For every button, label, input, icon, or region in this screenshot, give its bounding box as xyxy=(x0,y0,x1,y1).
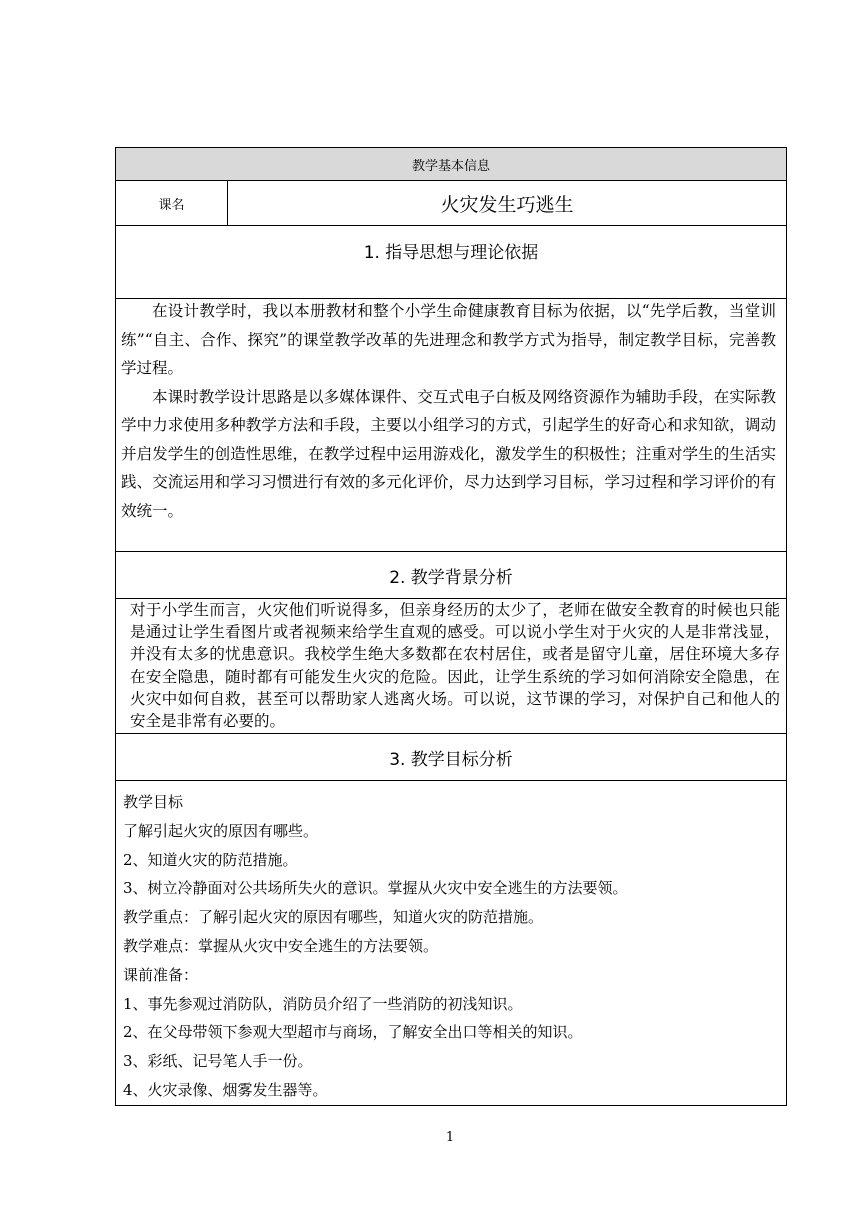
section-1-heading xyxy=(116,226,787,299)
section-1-heading-text: 1. 指导思想与理论依据 xyxy=(363,243,539,263)
key-point-line: 教学重点：了解引起火灾的原因有哪些，知道火灾的防范措施。 xyxy=(123,908,544,927)
lesson-info-table xyxy=(115,147,787,1106)
page-number: 1 xyxy=(445,1130,455,1145)
course-name-label: 课名 xyxy=(116,181,228,226)
objective-line: 了解引起火灾的原因有哪些。 xyxy=(123,821,319,840)
objective-line: 2、知道火灾的防范措施。 xyxy=(123,850,298,869)
objective-line: 3、树立冷静面对公共场所失火的意识。掌握从火灾中安全逃生的方法要领。 xyxy=(123,879,628,898)
section-3-body xyxy=(116,781,787,1106)
section-2-paragraph: 对于小学生而言，火灾他们听说得多，但亲身经历的太少了，老师在做安全教育的时候也只能是通过让学生看图片或者视频来给学生直观的感受。可以说小学生对于火灾的人是非常浅显，并没有太多的忧患意识。我校学生绝大多数都在农村居住，或者是留守儿童，居住环境大多存在安全隐患，随时都有可能发生火灾的危险。因此，让学生系统的学习如何消除安全隐患，在火灾中如何自救，甚至可以帮助家人逃离火场。可以说，这节课的学习，对保护自己和他人的安全是非常有必要的。 xyxy=(130,601,781,731)
preparation-line: 4、火灾录像、烟雾发生器等。 xyxy=(123,1080,328,1099)
section-3-heading: 3. 教学目标分析 xyxy=(116,734,787,781)
basic-info-header: 教学基本信息 xyxy=(116,148,787,181)
preparation-line: 2、在父母带领下参观大型超市与商场，了解安全出口等相关的知识。 xyxy=(123,1023,583,1042)
preparation-line: 3、彩纸、记号笔人手一份。 xyxy=(123,1052,313,1071)
section-1-paragraph: 在设计教学时，我以本册教材和整个小学生命健康教育目标为依据，以“先学后教，当堂训练”“自主、合作、探究”的课堂教学改革的先进理念和教学方式为指导，制定教学目标，完善教学过程。 xyxy=(121,302,777,377)
objective-line: 教学目标 xyxy=(123,793,184,811)
section-1-paragraph: 本课时教学设计思路是以多媒体课件、交互式电子白板及网络资源作为辅助手段，在实际教学中力求使用多种教学方法和手段，主要以小组学习的方式，引起学生的好奇心和求知欲，调动并启发学生的创造性思维，在教学过程中运用游戏化，激发学生的积极性；注重对学生的生活实践、交流运用和学习习惯进行有效的多元化评价，尽力达到学习目标，学习过程和学习评价的有效统一。 xyxy=(121,387,777,520)
section-2-heading: 2. 教学背景分析 xyxy=(116,552,787,599)
section-1-body xyxy=(116,299,787,552)
section-2-body xyxy=(116,599,787,734)
difficulty-line: 教学难点：掌握从火灾中安全逃生的方法要领。 xyxy=(123,936,439,955)
preparation-heading: 课前准备： xyxy=(123,965,199,984)
preparation-line: 1、事先参观过消防队，消防员介绍了一些消防的初浅知识。 xyxy=(123,994,523,1013)
course-title: 火灾发生巧逃生 xyxy=(228,181,787,226)
